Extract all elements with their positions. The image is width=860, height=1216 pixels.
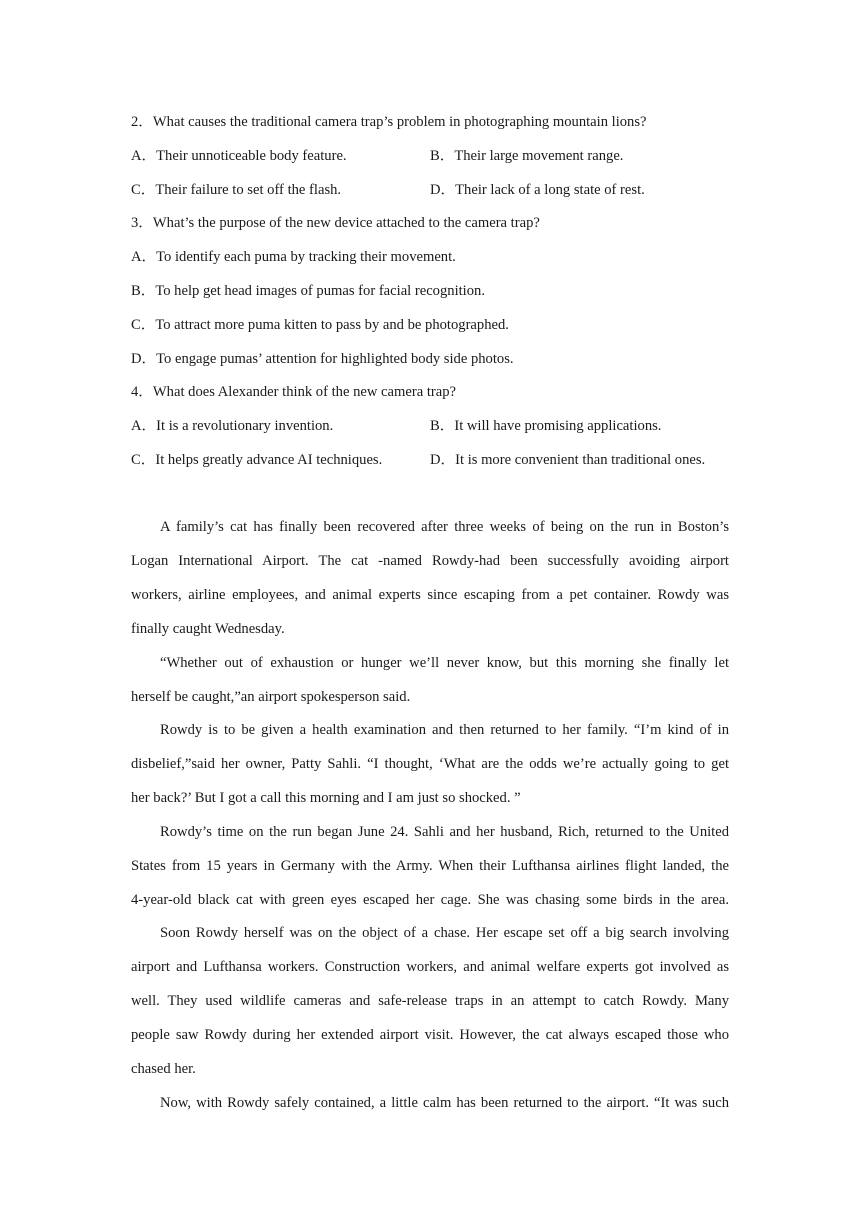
- question-3-option-a: A．To identify each puma by tracking their movement.: [131, 249, 456, 265]
- question-2-option-d: D．Their lack of a long state of rest.: [430, 182, 645, 198]
- question-4-stem: 4．What does Alexander think of the new camera trap?: [131, 384, 456, 400]
- question-3-option-c: C．To attract more puma kitten to pass by and be photographed.: [131, 317, 509, 333]
- question-4-option-d: D．It is more convenient than traditional ones.: [430, 452, 706, 468]
- passage-p3-line-3: her back?’ But I got a call this morning and I am just so shocked. ”: [131, 790, 521, 806]
- passage-p5-line-4: people saw Rowdy during her extended airport visit. However, the cat always escaped those who: [131, 1027, 729, 1043]
- passage-p2-line-2: herself be caught,”an airport spokesperson said.: [131, 689, 411, 705]
- question-3-stem: 3．What’s the purpose of the new device attached to the camera trap?: [131, 215, 540, 231]
- passage-p1-line-1: A family’s cat has finally been recovered after three weeks of being on the run in Boston’s: [160, 519, 729, 535]
- question-2-option-a: A．Their unnoticeable body feature.: [131, 148, 347, 164]
- passage-p1-line-4: finally caught Wednesday.: [131, 621, 285, 637]
- question-3-option-b: B．To help get head images of pumas for facial recognition.: [131, 283, 485, 299]
- passage-p4-line-1: Rowdy’s time on the run began June 24. Sahli and her husband, Rich, returned to the United: [160, 824, 729, 840]
- passage-p5-line-2: airport and Lufthansa workers. Construction workers, and animal welfare experts got involved as: [131, 959, 729, 975]
- question-4-option-c: C．It helps greatly advance AI techniques.: [131, 452, 383, 468]
- passage-p5-line-3: well. They used wildlife cameras and safe-release traps in an attempt to catch Rowdy. Many: [131, 993, 729, 1009]
- passage-p4-line-2: States from 15 years in Germany with the Army. When their Lufthansa airlines flight landed, the: [131, 858, 729, 874]
- question-2-option-c: C．Their failure to set off the flash.: [131, 182, 342, 198]
- question-4-option-a: A．It is a revolutionary invention.: [131, 418, 334, 434]
- passage-p1-line-2: Logan International Airport. The cat -named Rowdy-had been successfully avoiding airport: [131, 553, 729, 569]
- passage-p2-line-1: “Whether out of exhaustion or hunger we’ll never know, but this morning she finally let: [160, 655, 729, 671]
- question-3-option-d: D．To engage pumas’ attention for highlighted body side photos.: [131, 351, 514, 367]
- question-2-stem: 2．What causes the traditional camera trap’s problem in photographing mountain lions?: [131, 114, 647, 130]
- passage-p6-line-1: Now, with Rowdy safely contained, a little calm has been returned to the airport. “It was such: [160, 1095, 729, 1111]
- question-2-option-b: B．Their large movement range.: [430, 148, 624, 164]
- passage-p4-line-3: 4-year-old black cat with green eyes escaped her cage. She was chasing some birds in the area.: [131, 892, 729, 908]
- passage-p5-line-5: chased her.: [131, 1061, 196, 1077]
- passage-p1-line-3: workers, airline employees, and animal experts since escaping from a pet container. Rowdy was: [131, 587, 729, 603]
- passage-p3-line-2: disbelief,”said her owner, Patty Sahli. “I thought, ‘What are the odds we’re actually going to get: [131, 756, 729, 772]
- question-4-option-b: B．It will have promising applications.: [430, 418, 662, 434]
- passage-p5-line-1: Soon Rowdy herself was on the object of a chase. Her escape set off a big search involving: [160, 925, 729, 941]
- passage-p3-line-1: Rowdy is to be given a health examination and then returned to her family. “I’m kind of in: [160, 722, 729, 738]
